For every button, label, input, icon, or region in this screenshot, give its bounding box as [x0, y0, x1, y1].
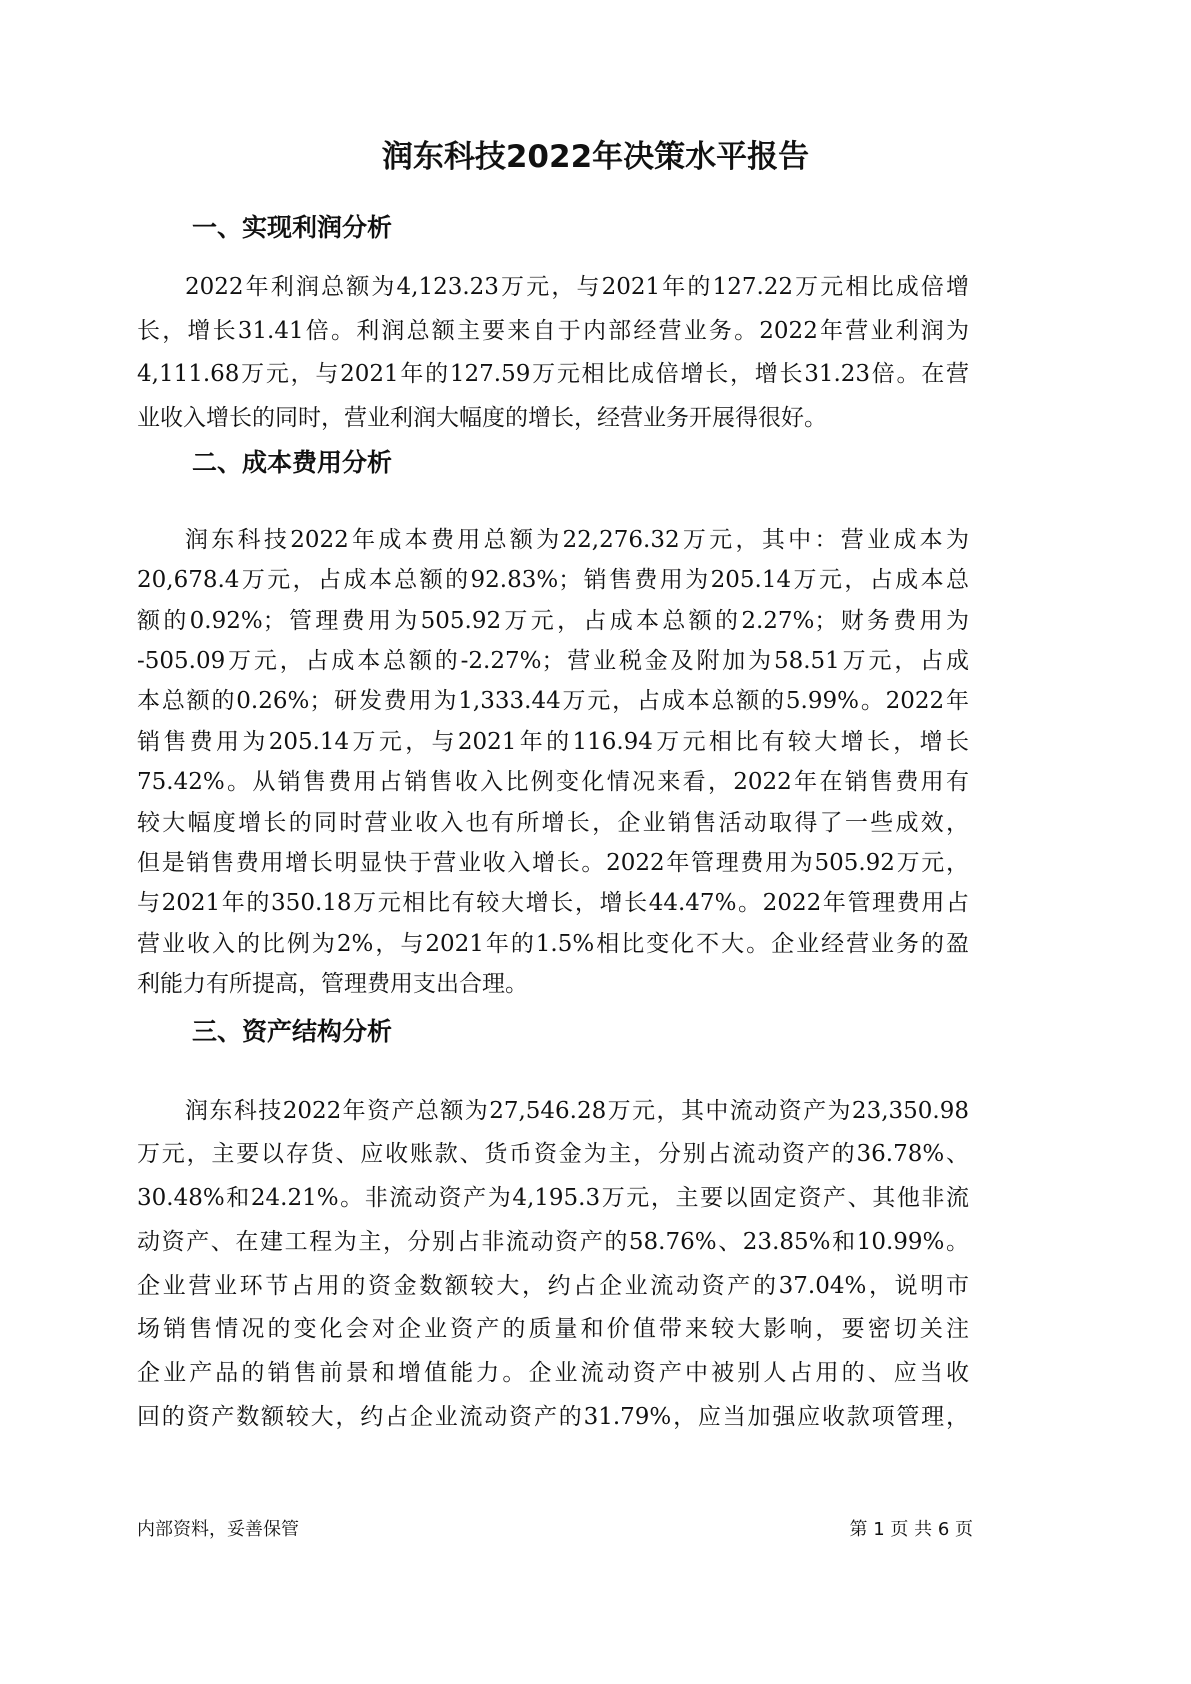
- report-section: [137, 445, 969, 1005]
- document-body: [137, 210, 969, 1439]
- footer-confidential-note: 内部资料，妥善保管: [137, 1519, 299, 1540]
- paragraph-line: 利能力有所提高，管理费用支出合理。: [137, 971, 528, 998]
- paragraph-line: 本总额的0.26%；研发费用为1,333.44万元，占成本总额的5.99%。2022年: [137, 688, 969, 715]
- paragraph-line: 75.42%。从销售费用占销售收入比例变化情况来看，2022年在销售费用有: [137, 769, 969, 796]
- section-paragraph: [137, 1090, 969, 1440]
- report-section: [137, 1014, 969, 1440]
- paragraph-line: 30.48%和24.21%。非流动资产为4,195.3万元，主要以固定资产、其他非流: [137, 1185, 969, 1212]
- paragraph-line: 业收入增长的同时，营业利润大幅度的增长，经营业务开展得很好。: [137, 405, 827, 432]
- paragraph-line: 企业营业环节占用的资金数额较大，约占企业流动资产的37.04%，说明市: [137, 1272, 969, 1299]
- paragraph-line: 回的资产数额较大，约占企业流动资产的31.79%，应当加强应收款项管理，: [137, 1403, 969, 1430]
- footer-page-number: 第 1 页 共 6 页: [849, 1519, 973, 1540]
- paragraph-line: 企业产品的销售前景和增值能力。企业流动资产中被别人占用的、应当收: [137, 1359, 969, 1386]
- paragraph-line: 额的0.92%；管理费用为505.92万元，占成本总额的2.27%；财务费用为: [137, 607, 969, 634]
- section-paragraph: [137, 520, 969, 1005]
- paragraph-line: 20,678.4万元，占成本总额的92.83%；销售费用为205.14万元，占成本总: [137, 567, 969, 594]
- paragraph-line: 但是销售费用增长明显快于营业收入增长。2022年管理费用为505.92万元，: [137, 850, 969, 877]
- report-section: [137, 210, 969, 441]
- section-heading: 一、实现利润分析: [192, 213, 393, 242]
- paragraph-line: 场销售情况的变化会对企业资产的质量和价值带来较大影响，要密切关注: [137, 1316, 969, 1343]
- section-paragraph: [137, 266, 969, 441]
- paragraph-line: 营业收入的比例为2%，与2021年的1.5%相比变化不大。企业经营业务的盈: [137, 930, 969, 957]
- paragraph-line: 2022年利润总额为4,123.23万元，与2021年的127.22万元相比成倍增: [185, 274, 969, 300]
- section-heading: 二、成本费用分析: [192, 447, 393, 477]
- section-heading: 三、资产结构分析: [192, 1016, 393, 1046]
- paragraph-line: 长，增长31.41倍。利润总额主要来自于内部经营业务。2022年营业利润为: [137, 317, 969, 344]
- page-title: 润东科技2022年决策水平报告: [381, 139, 810, 175]
- paragraph-line: 万元，主要以存货、应收账款、货币资金为主，分别占流动资产的36.78%、: [137, 1141, 969, 1168]
- paragraph-line: 较大幅度增长的同时营业收入也有所增长，企业销售活动取得了一些成效，: [137, 809, 969, 836]
- paragraph-line: 动资产、在建工程为主，分别占非流动资产的58.76%、23.85%和10.99%。: [137, 1228, 969, 1255]
- paragraph-line: 4,111.68万元，与2021年的127.59万元相比成倍增长，增长31.23倍。在营: [137, 361, 969, 388]
- paragraph-line: 与2021年的350.18万元相比有较大增长，增长44.47%。2022年管理费用占: [137, 890, 969, 917]
- paragraph-line: 润东科技2022年成本费用总额为22,276.32万元，其中：营业成本为: [185, 526, 969, 553]
- paragraph-line: 销售费用为205.14万元，与2021年的116.94万元相比有较大增长，增长: [137, 728, 969, 755]
- paragraph-line: -505.09万元，占成本总额的-2.27%；营业税金及附加为58.51万元，占成: [137, 648, 969, 675]
- paragraph-line: 润东科技2022年资产总额为27,546.28万元，其中流动资产为23,350.98: [185, 1097, 969, 1124]
